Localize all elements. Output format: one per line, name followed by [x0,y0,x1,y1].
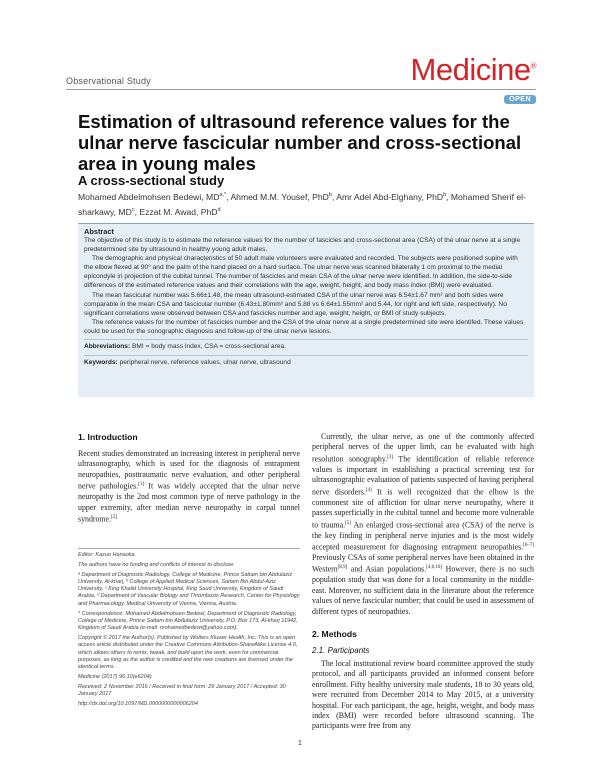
footnote-copyright: Copyright © 2017 the Author(s). Published by Wolters Kluwer Health, Inc. This is an open access article distributed under the Creative Commons Attribution-ShareAlike License 4.0, which allows others to remix, tweak, and build upon the work, even for commercial purposes, as long as the author is credited and the new creations are licensed under the identical terms. [78,634,298,671]
author-affiliation: c [131,206,135,213]
footnotes [78,548,300,711]
journal-header [66,52,536,106]
intro-text: It was widely accepted that the ulnar nerve neuropathy is the 2nd most common type of nerve pathology in the upper extremity, after median nerve neuropathy in carpal tunnel syndrome. [78,481,300,524]
keywords-text: peripheral nerve, reference values, ulnar nerve, ultrasound [119,359,291,367]
footnote-doi[interactable]: http://dx.doi.org/10.1097/MD.0000000000006204 [78,700,198,707]
footnote-funding: The authors have no funding and conflicts of interest to disclose. [78,561,235,568]
citation-ref[interactable]: [3] [387,454,394,460]
intro-text: Previously CSAs of some peripheral nerves have been obtained in the Western [312,552,534,574]
author-list [78,189,528,219]
intro-text: An enlarged cross-sectional area (CSA) of the nerve is the key finding in peripheral nerve injuries and is the most widely accepted measurement for diagnosing entrapment neuropathies. [312,520,534,552]
citation-ref[interactable]: [5] [345,520,351,526]
footnote-correspondence: * Correspondence: Mohamed Abdelmohsen Bedewi, Department of Diagnostic Radiology, College of Medicine, Prince Sattam bin Abdulaziz University, P.O. Box 173, Al-kharj 11942, Kingdom of Saudi Arabia (e-mail: mohamedbedewi@yahoo.com). [78,610,298,632]
intro-continued-paragraph [312,432,534,617]
keywords [84,358,528,368]
abstract-results: The mean fascicular number was 5.66±1.48, the mean ultrasound-estimated CSA of the ulnar nerve was 6.54±1.67 mm² and both sides were comparable in the mean CSA and fascicular number (6.43±1.80mm² and 5.88 vs 6.64±1.55mm² and 5.44, for right and left side, respectively). No significant correlations were observed between CSA and fascicles number and age, weight, height, or BMI of study subjects. [84,291,507,317]
registered-mark: ® [530,61,536,71]
intro-text: and Asian populations. [347,565,427,574]
author-affiliation: b [443,192,447,198]
left-column [78,432,300,525]
header-rule [66,89,536,90]
abstract-methods: The demographic and physical characteristics of 50 adult male volunteers were evaluated and recorded. The subjects were positioned supine with the elbow flexed at 90° and the palm of the hand placed on a hard surface. The ulnar nerve was scanned bilaterally 1 cm proximal to the medial epicondyle in projection of the cubital tunnel. The number of fascicles and mean CSA of the ulnar nerve were identified. In addition, the side-to-side differences of the estimated reference values and their correlations with the age, weight, height, and body mass index (BMI) were evaluated. [84,255,518,290]
intro-text: The identification of reliable reference values is important in establishing a practical screening test for ultrasonographic evaluation of patients suspected of having peripheral nerve disorders. [312,454,534,497]
footnote-citation: Medicine (2017) 96:10(e6204) [78,673,152,680]
author-name: Mohamed Abdelmohsen Bedewi, MD [78,191,220,202]
introduction-paragraph [78,449,300,525]
abstract-divider [84,339,528,340]
author-name: , Ezzat M. Awad, PhD [134,206,218,217]
author-affiliation: a,* [219,192,227,198]
citation-ref[interactable]: [6–7] [523,542,534,548]
citation-ref[interactable]: [2] [111,515,117,521]
abstract-divider [84,355,528,356]
article-title: Estimation of ultrasound reference values for the ulnar nerve fascicular number and cross-sectional area in young males [78,111,522,174]
page-number: 1 [298,740,302,747]
footnote-received: Received: 2 November 2016 / Received in final form: 29 January 2017 / Accepted: 30 January 2017 [78,683,286,698]
methods-heading: 2. Methods [312,629,357,640]
open-access-badge: OPEN [504,95,536,104]
abstract-heading: Abstract [84,227,114,236]
author-name: , Mohamed Sherif el-sharkawy, MD [78,191,526,217]
citation-ref[interactable]: [1] [138,482,145,488]
citation-ref[interactable]: [8,9] [337,565,348,571]
abstract-objective: The objective of this study is to estimate the reference values for the number of fascicles and cross-sectional area (CSA) of the ulnar nerve at a single predetermined site by ultrasound in healthy young adult males. [84,237,521,254]
introduction-heading: 1. Introduction [78,432,138,442]
participants-paragraph: The local institutional review board committee approved the study protocol, and all participants provided an informed consent before enrollment. Fifty healthy university male students, 18 to 30 years old, were recruited from December 2014 to May 2015, at a university hospital. For each participant, the age, height, weight, and body mass index (BMI) were recorded before ultrasound scanning. The participants were free from any [312,659,534,731]
author-affiliation: d [217,206,221,213]
abstract-conclusion: The reference values for the number of fascicles number and the CSA of the ulnar nerve at a single predetermined site were identifed. These values could be used for the sonographic diagnosis and follow-up of the ulnar nerve lesions. [84,318,524,335]
section-label: Observational Study [66,76,151,86]
abbreviations-label: Abbreviations: [84,343,131,351]
journal-logo [411,52,536,88]
intro-text: However, there is no such population study that was done for a local community in the middle-east. Moreover, no sufficient data in the literature about the reference values of nerve fascicular number; that could be used in assessment of different types of neuropathies. [312,565,534,616]
intro-text: Currently, the ulnar nerve, as one of the commonly affected peripheral nerves of the upper limb, can be evaluated with high resolution sonography. [312,432,534,464]
abbreviations [84,342,528,352]
citation-ref[interactable]: [4] [365,487,372,493]
keywords-label: Keywords: [84,359,118,367]
participants-heading: 2.1. Participants [312,646,370,656]
author-name: , Amr Adel Abd-Elghany, PhD [331,191,444,202]
footnote-affiliations: ᵃ Department of Diagnostic Radiology, College of Medicine, Prince Sattam bin Abdulaziz University, Al-kharj, ᵇ College of Applied Medical Sciences, Sattam Bin Abdul-Aziz University, ᶜ King Khalid University Hospital, King Saud University, Kingdom of Saudi Arabia, ᵈ Department of Vascular Biology and Thrombosis Research, Center for Physiology and Pharmacology, Medical University of Vienna, Vienna, Austria. [78,571,300,607]
abbreviations-text: BMI = body mass index, CSA = cross-sectional area. [132,343,286,351]
citation-ref[interactable]: [4,6,10] [426,565,443,571]
right-column [312,432,534,732]
journal-name: Medicine [410,52,531,87]
article-subtitle: A cross-sectional study [78,173,225,188]
abstract-box [78,223,534,397]
author-name: , Ahmed M.M. Yousef, PhD [226,191,329,202]
author-affiliation: b [328,192,332,198]
footnote-editor: Editor: Kazuo Hanaoka. [78,552,137,558]
intro-text: It is well recognized that the elbow is the commonest site of affliction for ulnar nerve neuropathy, where it passes superficially in the cubital tunnel and become more vulnerable to trauma. [312,487,534,530]
intro-text: Recent studies demonstrated an increasing interest in peripheral nerve ultrasonography, which is used for the diagnosis of entrapment neuropathies, posttraumatic nerve evaluation, and other peripheral nerve pathologies. [78,449,300,491]
